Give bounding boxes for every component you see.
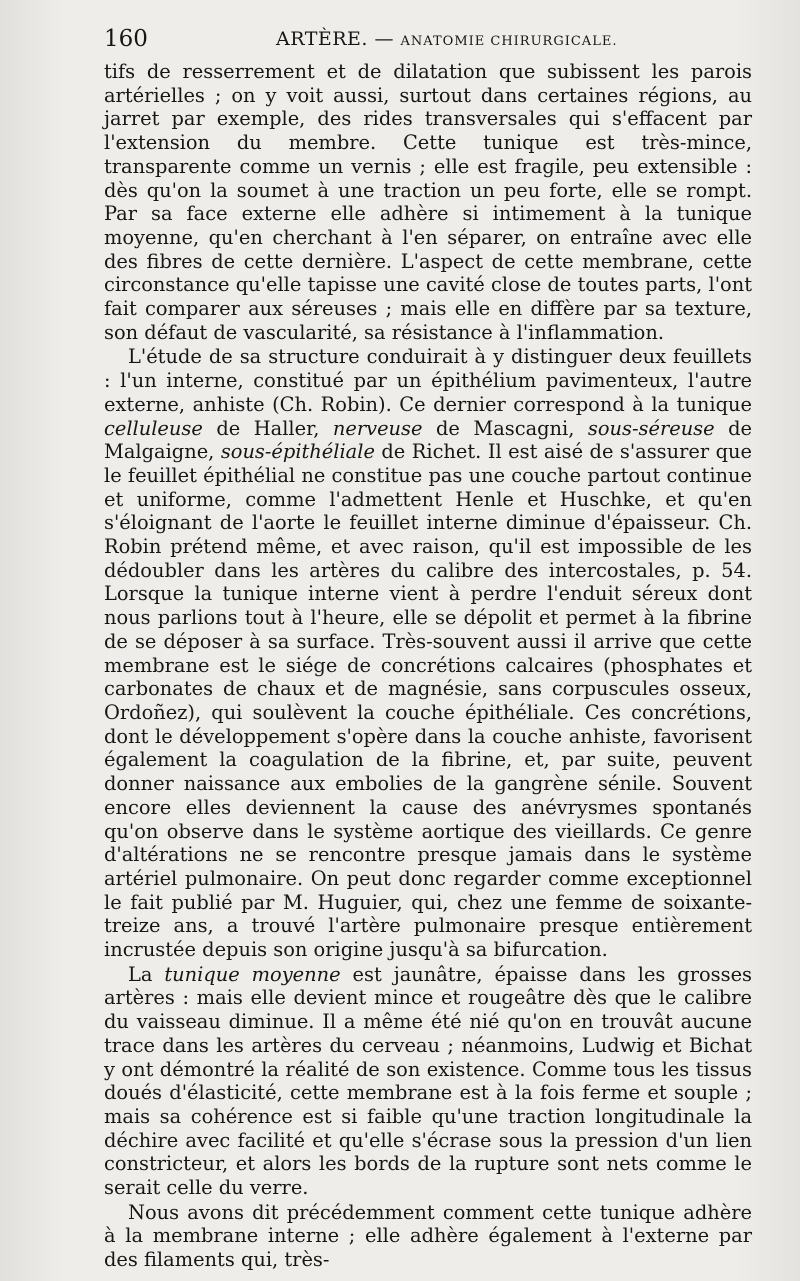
term-sous-sereuse: sous-séreuse [587, 416, 715, 440]
body-text [104, 60, 752, 1272]
page-number: 160 [104, 26, 148, 52]
section-subtitle: ANATOMIE CHIRURGICALE. [400, 34, 618, 49]
title-dash: — [367, 28, 401, 50]
term-nerveuse: nerveuse [332, 416, 423, 440]
chapter-title: ARTÈRE. [276, 28, 368, 50]
running-title [276, 28, 617, 50]
running-header [104, 22, 754, 58]
paragraph-continuation: tifs de resserrement et de dilatation que subissent les parois artérielles ; on y voit aussi, surtout dans certaines régions, au jarret par exemple, des rides transversales qui s'effacent par l'extension du membre. Cette tunique est très-mince, transparente comme un vernis ; elle est fragile, peu extensible : dès qu'on la soumet à une traction un peu forte, elle se rompt. Par sa face externe elle adhère si intimement à la tunique moyenne, qu'en cherchant à l'en séparer, on entraîne avec elle des fibres de cette dernière. L'aspect de cette membrane, cette circonstance qu'elle tapisse une cavité close de toutes parts, l'ont fait comparer aux séreuses ; mais elle en diffère par sa texture, son défaut de vascularité, sa résistance à l'inflammation. [104, 60, 752, 344]
term-tunique-moyenne: tunique moyenne [164, 962, 341, 986]
paragraph-adherence: Nous avons dit précédemment comment cette tunique adhère à la membrane interne ; elle adhère également à l'externe par des filaments qui, très- [104, 1200, 752, 1272]
paragraph-tunique-moyenne: La tunique moyenne est jaunâtre, épaisse dans les grosses artères : mais elle devient mince et rougeâtre dès que le calibre du vaisseau diminue. Il a même été nié qu'on en trouvât aucune trace dans les artères du cerveau ; néanmoins, Ludwig et Bichat y ont démontré la réalité de son existence. Comme tous les tissus doués d'élasticité, cette membrane est à la fois ferme et souple ; mais sa cohérence est si faible qu'une traction longitudinale la déchire avec facilité et qu'elle s'écrase sous la pression d'un lien constricteur, et alors les bords de la rupture sont nets comme le serait celle du verre. [104, 962, 752, 1200]
term-sous-epitheliale: sous-épithéliale [220, 440, 375, 464]
term-celluleuse: celluleuse [104, 416, 203, 440]
paragraph-structure: L'étude de sa structure conduirait à y distinguer deux feuillets : l'un interne, constitué par un épithélium pavimenteux, l'autre externe, anhiste (Ch. Robin). Ce dernier correspond à la tunique celluleuse de Haller, nerveuse de Mascagni, sous-séreuse de Malgaigne, sous-épithéliale de Richet. Il est aisé de s'assurer que le feuillet épithélial ne constitue pas une couche partout continue et uniforme, comme l'admettent Henle et Huschke, et qu'en s'éloignant de l'aorte le feuillet interne diminue d'épaisseur. Ch. Robin prétend même, et avec raison, qu'il est impossible de les dédoubler dans les artères du calibre des intercostales, p. 54. Lorsque la tunique interne vient à perdre l'enduit séreux dont nous parlions tout à l'heure, elle se dépolit et permet à la fibrine de se déposer à sa surface. Très-souvent aussi il arrive que cette membrane est le siége de concrétions calcaires (phosphates et carbonates de chaux et de magnésie, sans corpuscules osseux, Ordoñez), qui soulèvent la couche épithéliale. Ces concrétions, dont le développement s'opère dans la couche anhiste, favorisent également la coagulation de la fibrine, et, par suite, peuvent donner naissance aux embolies de la gangrène sénile. Souvent encore elles deviennent la cause des anévrysmes spontanés qu'on observe dans le système aortique des vieillards. Ce genre d'altérations ne se rencontre presque jamais dans le système artériel pulmonaire. On peut donc regarder comme exceptionnel le fait publié par M. Huguier, qui, chez une femme de soixante-treize ans, a trouvé l'artère pulmonaire presque entièrement incrustée depuis son origine jusqu'à sa bifurcation. [104, 345, 752, 962]
